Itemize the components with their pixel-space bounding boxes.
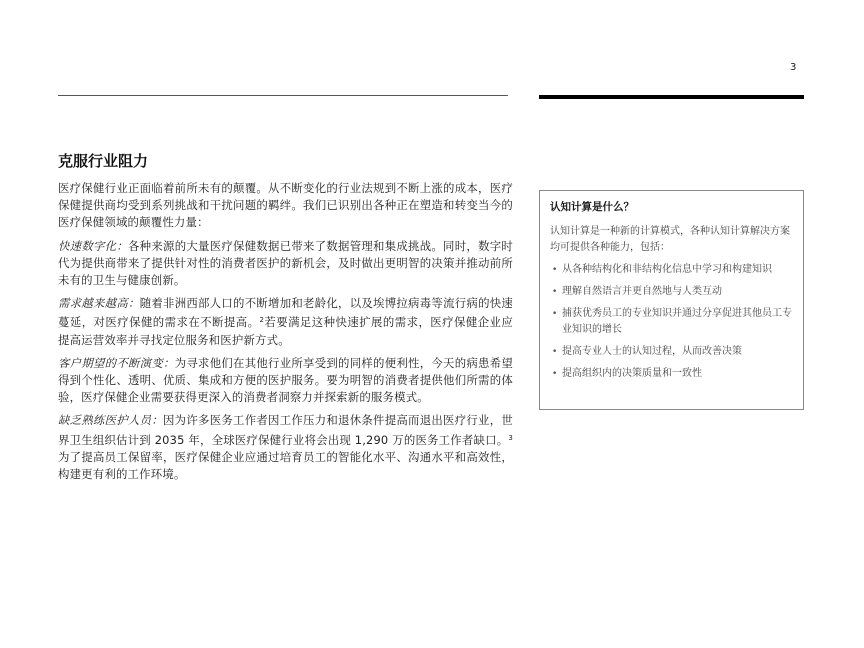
sidebar-box xyxy=(539,190,804,410)
bullet-icon: • xyxy=(552,287,558,297)
bullet-icon: • xyxy=(552,265,558,275)
sidebar-intro: 认知计算是一种新的计算模式，各种认知计算解决方案均可提供各种能力，包括： xyxy=(550,226,790,253)
paragraph-text-continued: 为了提高员工保留率，医疗保健企业应通过培育员工的智能化水平、沟通水平和高效性，构建更有利的工作环境。 xyxy=(58,449,513,482)
paragraph-text: 各种来源的大量医疗保健数据已带来了数据管理和集成挑战。同时，数字时代为提供商带来了提供针对性的消费者医护的新机会，及时做出更明智的决策并推动前所未有的卫生与健康创新。 xyxy=(58,238,513,288)
sidebar-item-text: 提高专业人士的认知过程，从而改善决策 xyxy=(562,346,742,357)
sidebar-list-item xyxy=(550,262,793,278)
paragraph-text: 因为许多医务工作者因工作压力和退休条件提高而退出医疗行业，世界卫生组织估计到 2035 年，全球医疗保健行业将会出现 1,290 万的医务工作者缺口。 xyxy=(58,413,513,447)
paragraph-rapid-digitization xyxy=(58,238,513,290)
sidebar-item-text: 理解自然语言并更自然地与人类互动 xyxy=(562,286,722,297)
sidebar-list-item xyxy=(550,306,793,338)
paragraph-staff-shortage xyxy=(58,412,513,483)
paragraph-lead: 缺乏熟练医护人员： xyxy=(58,413,164,428)
paragraph-rising-demand xyxy=(58,295,513,349)
paragraph-lead: 客户期望的不断演变： xyxy=(58,355,175,370)
section-heading: 克服行业阻力 xyxy=(58,152,149,170)
paragraph-lead: 需求越来越高： xyxy=(58,296,140,311)
bullet-icon: • xyxy=(552,369,558,379)
sidebar-title: 认知计算是什么？ xyxy=(550,201,634,213)
paragraph-text-continued: 若要满足这种快速扩展的需求，医疗保健企业应提高运营效率并寻找定位服务和医护新方式。 xyxy=(58,315,513,347)
sidebar-list xyxy=(550,262,793,382)
sidebar-list-item xyxy=(550,366,793,382)
bullet-icon: • xyxy=(552,309,558,319)
main-column xyxy=(58,180,513,489)
intro-paragraph: 医疗保健行业正面临着前所未有的颠覆。从不断变化的行业法规到不断上涨的成本，医疗保健提供商均受到系列挑战和干扰问题的羁绊。我们已识别出各种正在塑造和转变当今的医疗保健领域的颠覆性力量： xyxy=(58,181,513,230)
header-rule-right xyxy=(539,95,804,99)
sidebar-list-item xyxy=(550,284,793,300)
sidebar-list-item xyxy=(550,344,793,360)
sidebar-item-text: 捕获优秀员工的专业知识并通过分享促进其他员工专业知识的增长 xyxy=(562,308,792,335)
paragraph-customer-expectations xyxy=(58,355,513,407)
footnote-reference: 3 xyxy=(508,433,513,442)
footnote-reference: 2 xyxy=(259,316,265,325)
paragraph-text: 随着非洲西部人口的不断增加和老龄化，以及埃博拉病毒等流行病的快速蔓延，对医疗保健的需求在不断提高。 xyxy=(58,296,513,330)
page-number: 3 xyxy=(790,62,797,73)
paragraph-lead: 快速数字化： xyxy=(58,238,129,253)
sidebar-item-text: 提高组织内的决策质量和一致性 xyxy=(562,368,702,379)
paragraph-text: 为寻求他们在其他行业所享受到的同样的便利性，今天的病患希望得到个性化、透明、优质、集成和方便的医护服务。要为明智的消费者提供他们所需的体验，医疗保健企业需要获得更深入的消费者洞察力并探索新的服务模式。 xyxy=(58,355,513,405)
sidebar-item-text: 从各种结构化和非结构化信息中学习和构建知识 xyxy=(562,264,772,275)
header-rule-left xyxy=(58,95,508,96)
bullet-icon: • xyxy=(552,347,558,357)
